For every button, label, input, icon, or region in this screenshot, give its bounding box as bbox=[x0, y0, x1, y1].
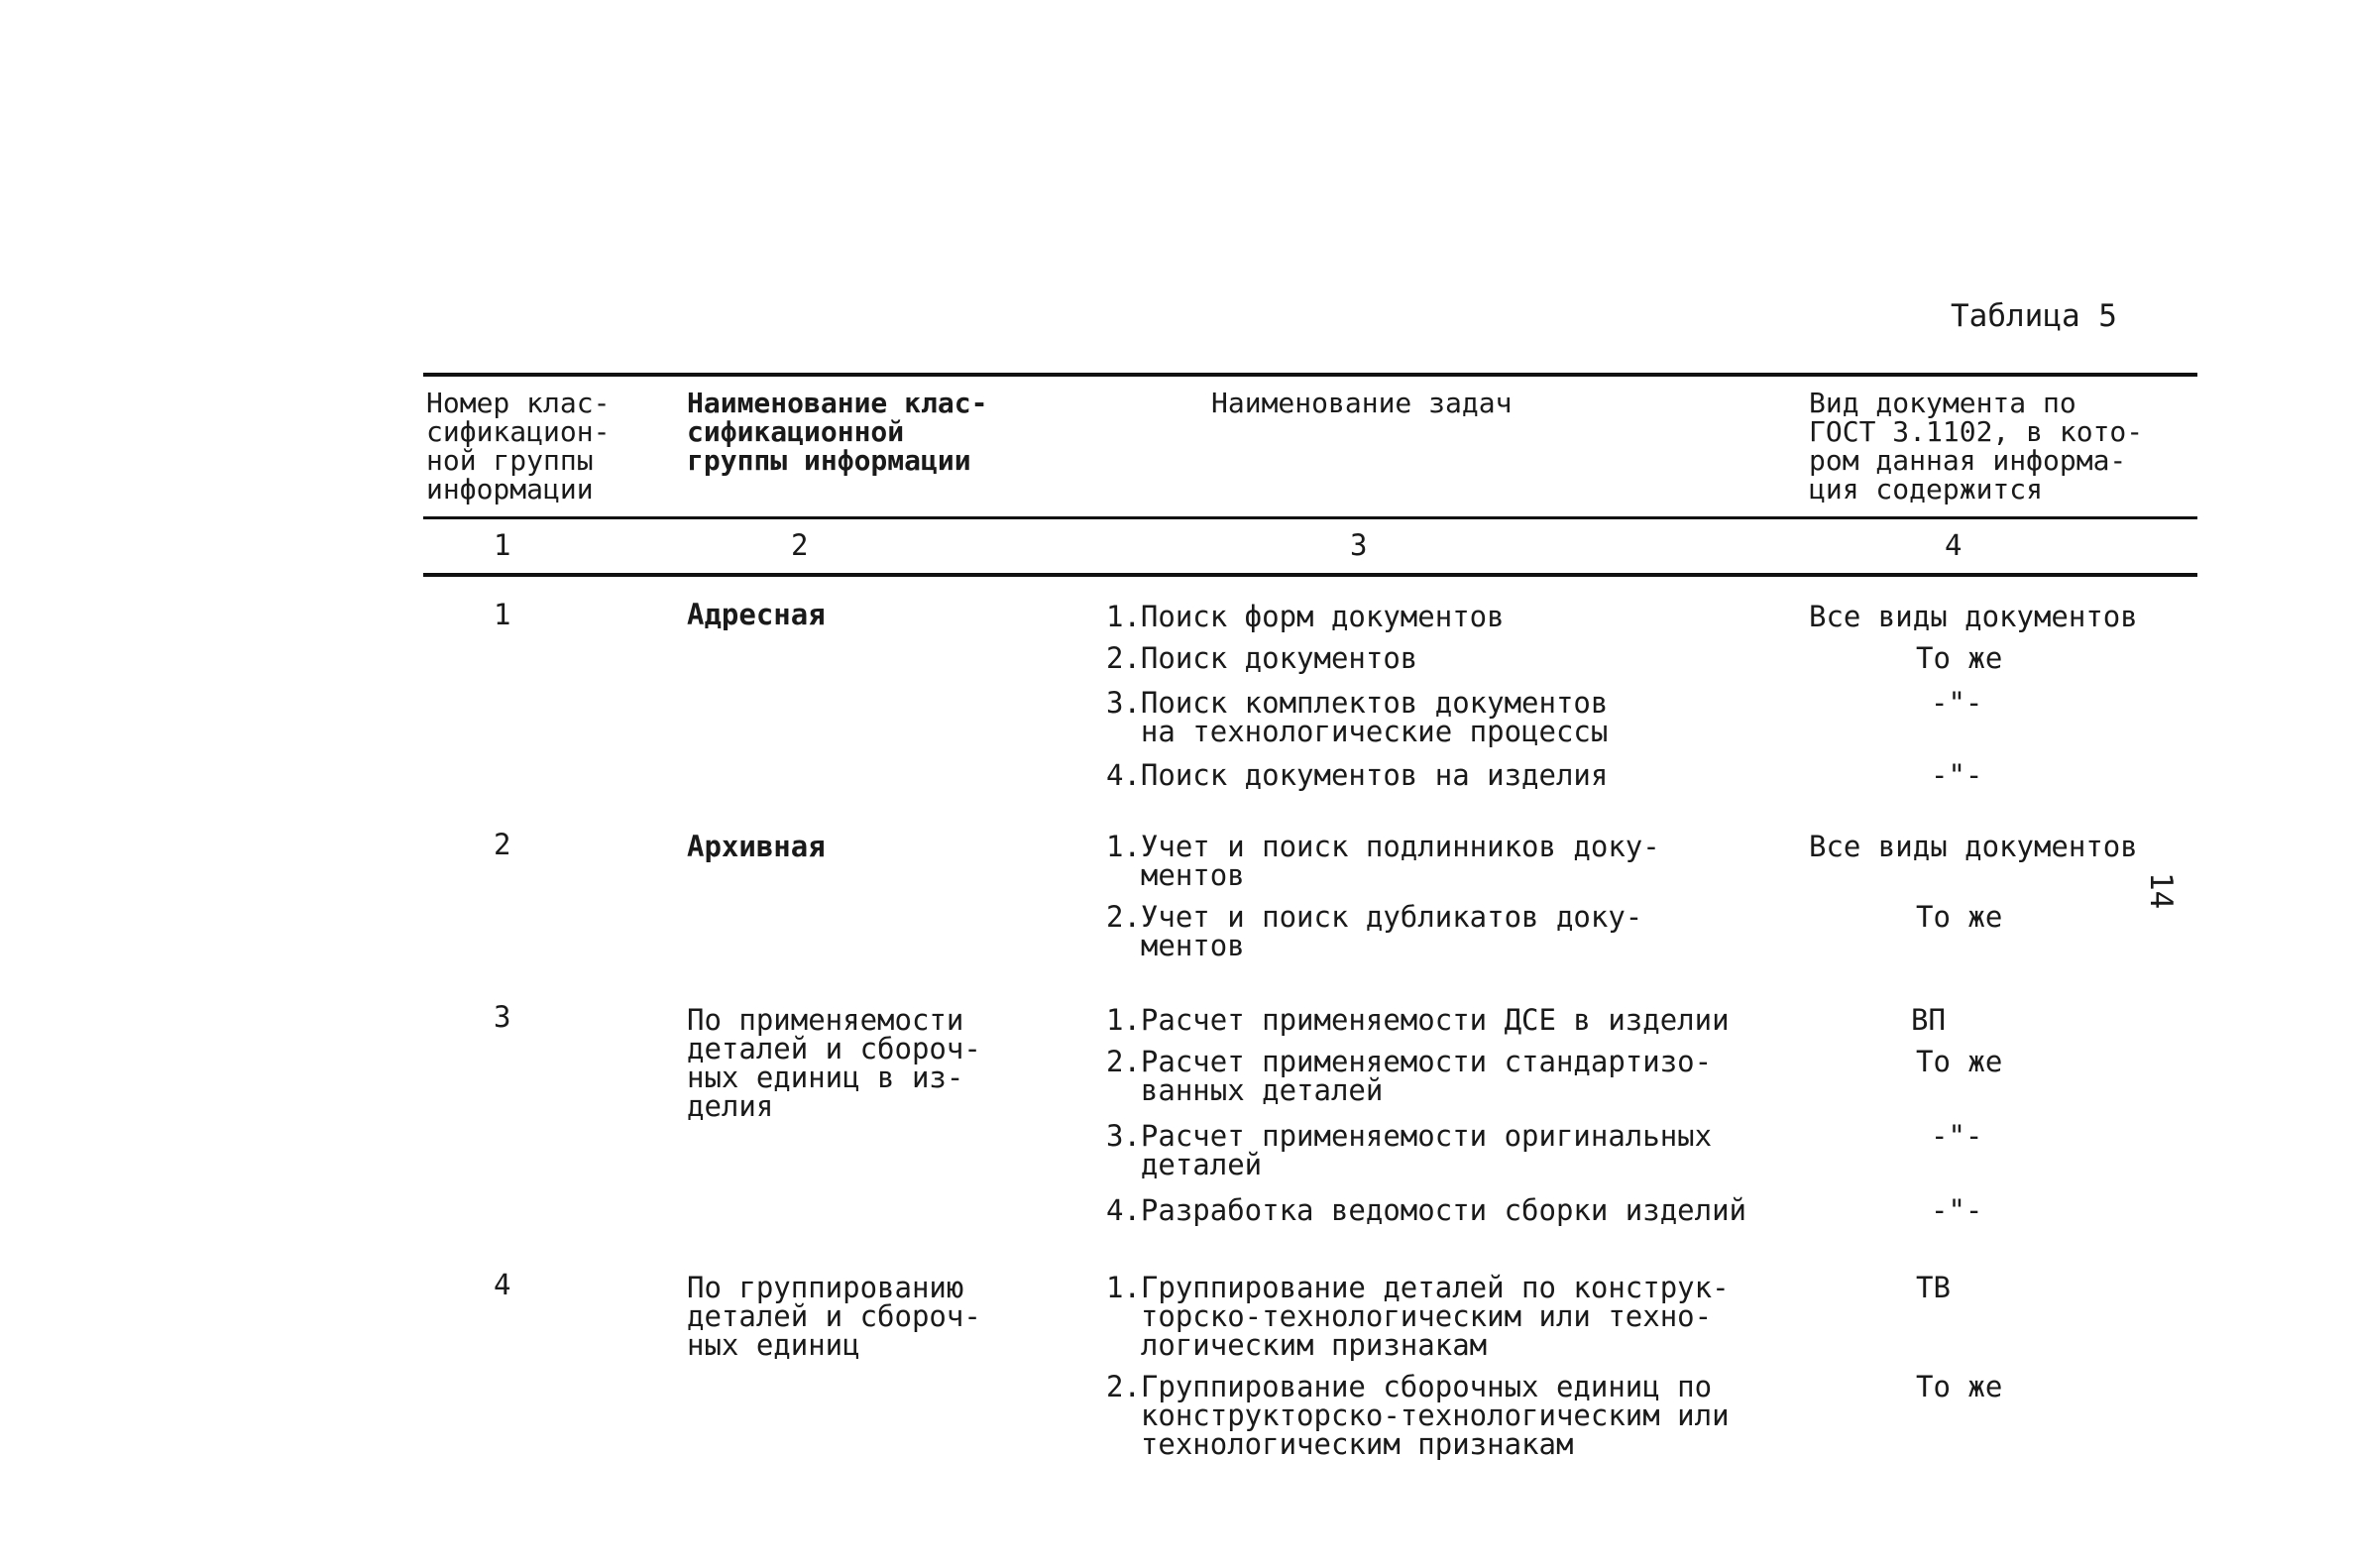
document-type: -"- bbox=[1931, 1193, 1983, 1227]
document-type: Все виды документов bbox=[1809, 830, 2138, 863]
column-number-2: 2 bbox=[791, 528, 809, 562]
task-text: 1.Группирование деталей по конструк- торско-технологическим или техно- логическим признакам bbox=[1106, 1271, 1730, 1362]
column-number-4: 4 bbox=[1945, 528, 1963, 562]
document-type: -"- bbox=[1931, 1119, 1983, 1153]
group-name: По группированию деталей и сбороч- ных единиц bbox=[687, 1271, 981, 1362]
page-number: 14 bbox=[2143, 872, 2179, 910]
group-number: 1 bbox=[494, 598, 511, 631]
group-number: 3 bbox=[494, 1000, 511, 1034]
group-number: 4 bbox=[494, 1268, 511, 1301]
header-col2: Наименование клас- сификационной группы информации bbox=[687, 387, 988, 477]
document-type: То же bbox=[1916, 1045, 2003, 1078]
task-text: 1.Расчет применяемости ДСЕ в изделии bbox=[1106, 1003, 1730, 1037]
task-text: 1.Учет и поиск подлинников доку- ментов bbox=[1106, 830, 1660, 892]
column-number-1: 1 bbox=[494, 528, 511, 562]
column-number-3: 3 bbox=[1350, 528, 1368, 562]
group-name: Архивная bbox=[687, 830, 826, 863]
group-number: 2 bbox=[494, 828, 511, 861]
table-caption: Таблица 5 bbox=[1951, 298, 2117, 334]
group-name: По применяемости деталей и сбороч- ных единиц в из- делия bbox=[687, 1003, 981, 1123]
task-text: 2.Расчет применяемости стандартизо- ванных деталей bbox=[1106, 1045, 1713, 1107]
document-type: То же bbox=[1916, 641, 2003, 675]
column-numbers-bottom-rule bbox=[423, 573, 2197, 577]
task-text: 3.Расчет применяемости оригинальных деталей bbox=[1106, 1119, 1713, 1181]
task-text: 4.Поиск документов на изделия bbox=[1106, 758, 1609, 792]
task-text: 2.Учет и поиск дубликатов доку- ментов bbox=[1106, 900, 1643, 962]
table-top-rule bbox=[423, 373, 2197, 377]
document-type: То же bbox=[1916, 1370, 2003, 1403]
header-col3: Наименование задач bbox=[1211, 387, 1513, 419]
header-bottom-rule bbox=[423, 516, 2197, 519]
header-col1: Номер клас- сификацион- ной группы информации bbox=[426, 387, 611, 505]
task-text: 2.Группирование сборочных единиц по конструкторско-технологическим или технологическим признакам bbox=[1106, 1370, 1730, 1461]
header-col4: Вид документа по ГОСТ 3.1102, в кото- ром данная информа- ция содержится bbox=[1809, 387, 2144, 505]
task-text: 4.Разработка ведомости сборки изделий bbox=[1106, 1193, 1747, 1227]
document-type: -"- bbox=[1931, 758, 1983, 792]
document-type: Все виды документов bbox=[1809, 600, 2138, 633]
document-type: То же bbox=[1916, 900, 2003, 934]
task-text: 3.Поиск комплектов документов на технологические процессы bbox=[1106, 686, 1609, 748]
task-text: 1.Поиск форм документов bbox=[1106, 600, 1505, 633]
document-type: ТВ bbox=[1916, 1271, 1951, 1304]
task-text: 2.Поиск документов bbox=[1106, 641, 1418, 675]
document-type: ВП bbox=[1911, 1003, 1946, 1037]
document-type: -"- bbox=[1931, 686, 1983, 720]
group-name: Адресная bbox=[687, 598, 826, 631]
